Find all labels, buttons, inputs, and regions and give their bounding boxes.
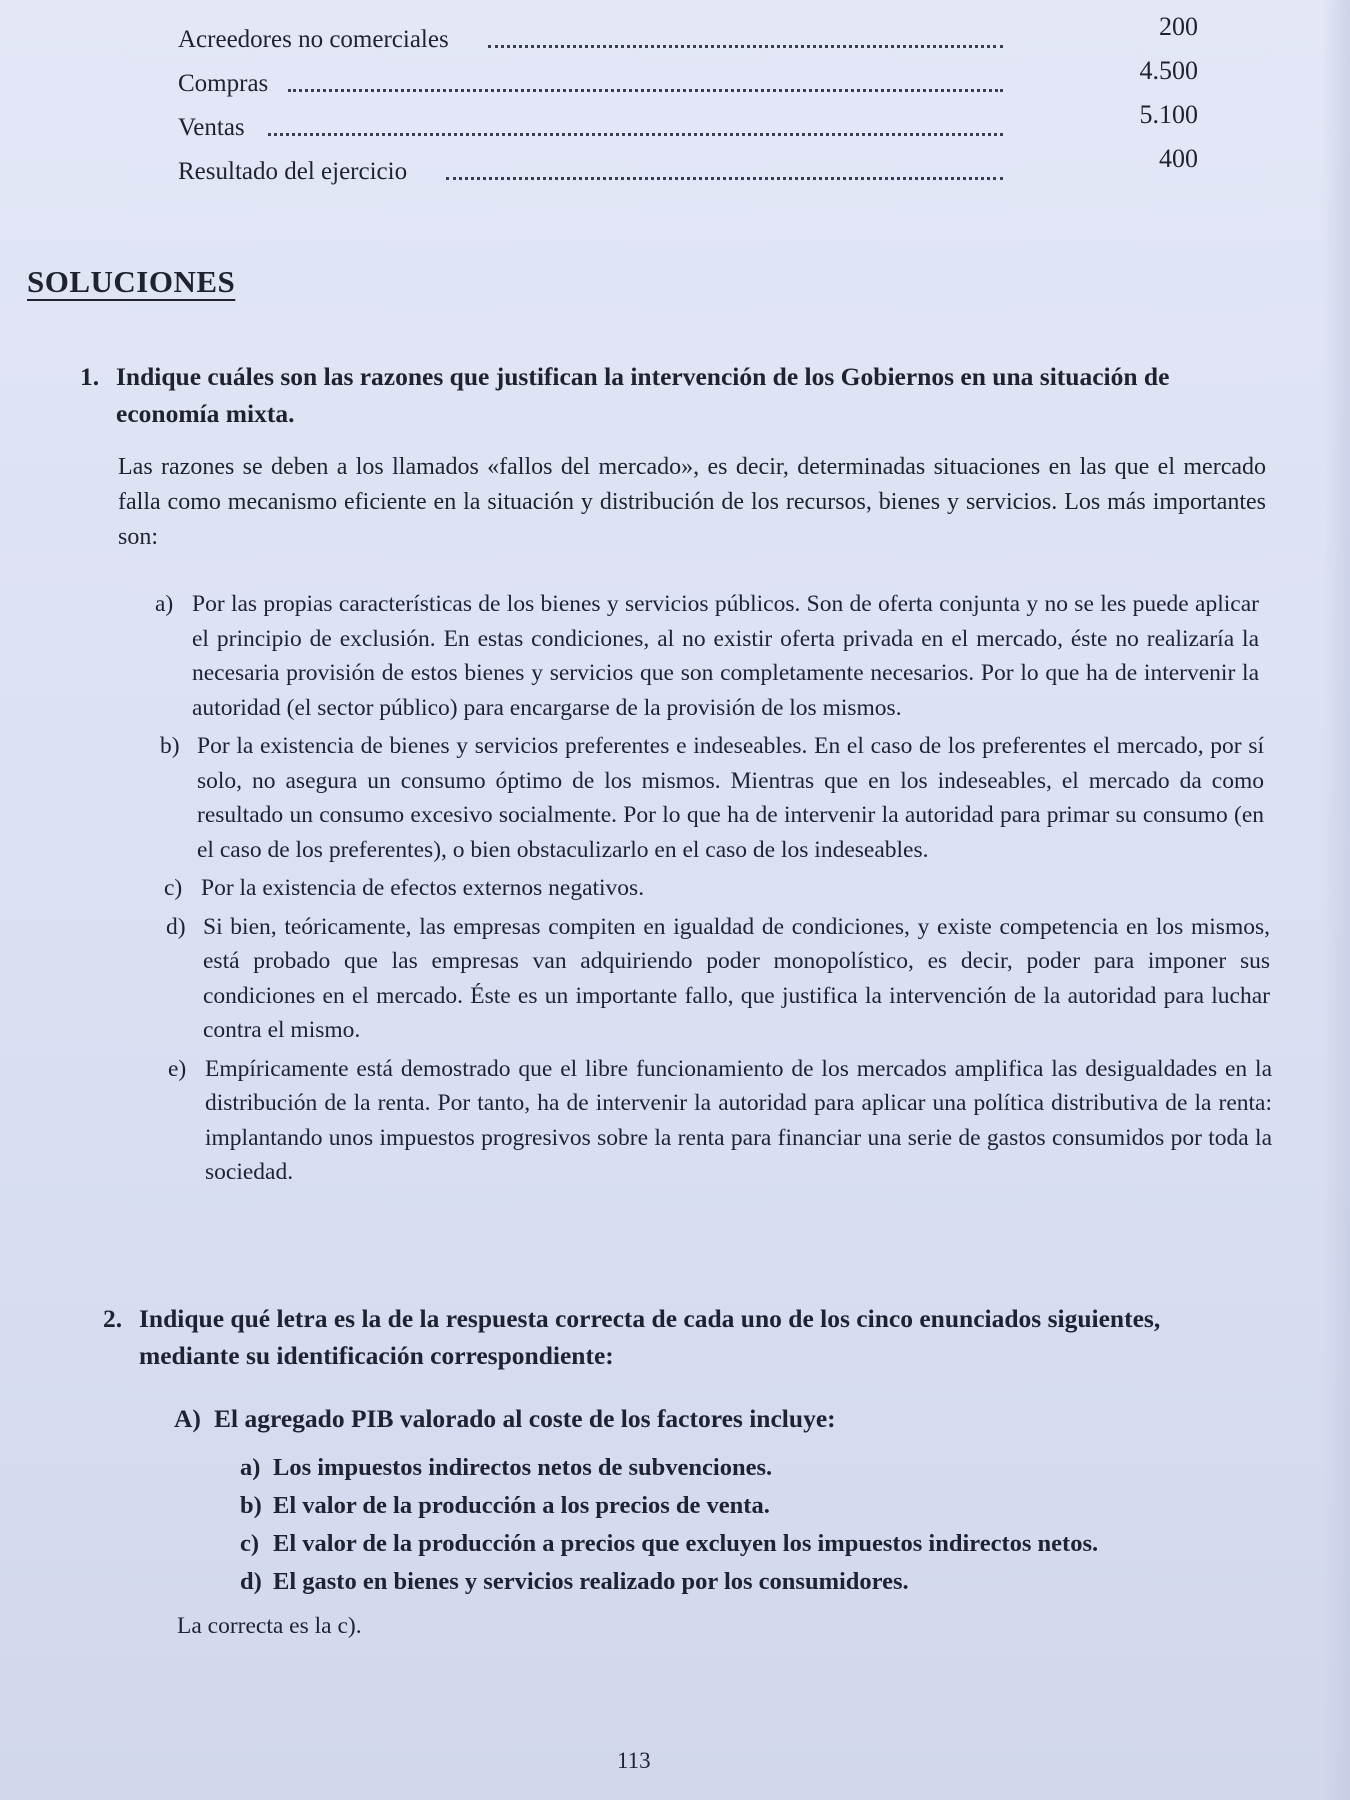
list-item <box>166 910 1270 1048</box>
ledger-label: Resultado del ejercicio <box>178 158 408 185</box>
option-text: El gasto en bienes y servicios realizado por los consumidores. <box>273 1568 909 1595</box>
correct-answer: La correcta es la c). <box>177 1613 362 1639</box>
page-number: 113 <box>617 1748 651 1773</box>
option-item <box>240 1449 1233 1487</box>
list-marker: a) <box>155 591 174 617</box>
list-item-text: Por las propias características de los bienes y servicios públicos. Son de oferta conjunta y no se les puede aplicar el principio de exclusión. En estas condiciones, al no existir oferta privada en el mercado, éste no realizaría la necesaria provisión de estos bienes y servicios que son completamente necesarios. Por lo que ha de intervenir la autoridad (el sector público) para encargarse de la provisión de los mismos. <box>192 591 1259 721</box>
option-text: El valor de la producción a precios que excluyen los impuestos indirectos netos. <box>273 1530 1099 1557</box>
ledger-label: Compras <box>178 70 269 97</box>
option-marker: a) <box>240 1454 261 1481</box>
list-item <box>164 871 1268 906</box>
page-edge-shadow <box>1322 0 1350 1800</box>
option-item <box>240 1563 1233 1601</box>
question-number: 2. <box>103 1304 123 1333</box>
option-item <box>240 1487 1233 1525</box>
question-1-intro: Las razones se deben a los llamados «fallos del mercado», es decir, determinadas situaciones en las que el mercado falla como mecanismo eficiente en la situación y distribución de los recursos, bienes y servicios. Los más importantes son: <box>118 454 1266 550</box>
option-marker: c) <box>240 1530 260 1557</box>
ledger-amount: 4.500 <box>1139 56 1198 85</box>
ledger-amount: 400 <box>1159 144 1198 173</box>
option-text: El valor de la producción a los precios de venta. <box>273 1492 770 1519</box>
question-text: Indique cuáles son las razones que justifican la intervención de los Gobiernos en una situación de economía mixta. <box>116 362 1170 428</box>
reasons-list <box>155 587 1272 1190</box>
list-item <box>168 1052 1272 1190</box>
sub-question-title <box>174 1400 1174 1437</box>
list-marker: e) <box>168 1055 187 1082</box>
ledger-amount: 200 <box>1159 12 1198 41</box>
ledger-row <box>178 14 1208 58</box>
leader-dots <box>446 177 1003 180</box>
answer-options <box>240 1449 1233 1601</box>
ledger-label: Ventas <box>178 114 245 141</box>
ledger-row <box>178 146 1208 190</box>
ledger-table <box>178 14 1208 190</box>
list-item <box>155 587 1259 725</box>
section-title: SOLUCIONES <box>27 264 236 299</box>
list-item <box>160 729 1264 867</box>
ledger-amount: 5.100 <box>1139 100 1198 129</box>
ledger-row <box>178 58 1208 102</box>
question-number: 1. <box>80 362 100 391</box>
ledger-row <box>178 102 1208 146</box>
option-marker: d) <box>240 1568 262 1595</box>
list-marker: d) <box>166 913 186 940</box>
list-item-text: Por la existencia de bienes y servicios preferentes e indeseables. En el caso de los preferentes el mercado, por sí solo, no asegura un consumo óptimo de los mismos. Mientras que en los indeseables, el mercado da como resultado un consumo excesivo socialmente. Por lo que ha de intervenir la autoridad para primar su consumo (en el caso de los preferentes), o bien obstaculizarlo en el caso de los indeseables. <box>197 733 1264 863</box>
list-item-text: Por la existencia de efectos externos negativos. <box>201 875 645 901</box>
leader-dots <box>488 45 1003 48</box>
ledger-label: Acreedores no comerciales <box>178 26 449 53</box>
list-marker: c) <box>164 875 183 901</box>
list-item-text: Empíricamente está demostrado que el libre funcionamiento de los mercados amplifica las desigualdades en la distribución de la renta. Por tanto, ha de intervenir la autoridad para aplicar una política distributiva de la renta: implantando unos impuestos progresivos sobre la renta para financiar una serie de gastos consumidos por toda la sociedad. <box>205 1055 1272 1185</box>
leader-dots <box>268 133 1003 136</box>
sub-question-marker: A) <box>174 1404 201 1433</box>
option-item <box>240 1525 1233 1563</box>
sub-question-text: El agregado PIB valorado al coste de los factores incluye: <box>214 1404 836 1433</box>
question-text: Indique qué letra es la de la respuesta correcta de cada uno de los cinco enunciados siguientes, mediante su identificación correspondiente: <box>139 1304 1161 1370</box>
question-2-title <box>103 1300 1243 1374</box>
question-1-title <box>80 358 1275 432</box>
list-marker: b) <box>160 733 180 759</box>
list-item-text: Si bien, teóricamente, las empresas compiten en igualdad de condiciones, y existe competencia en los mismos, está probado que las empresas van adquiriendo poder monopolístico, es decir, poder para imponer sus condiciones en el mercado. Éste es un importante fallo, que justifica la intervención de la autoridad para luchar contra el mismo. <box>203 913 1270 1043</box>
option-text: Los impuestos indirectos netos de subvenciones. <box>273 1454 773 1481</box>
leader-dots <box>288 89 1003 92</box>
option-marker: b) <box>240 1492 262 1519</box>
